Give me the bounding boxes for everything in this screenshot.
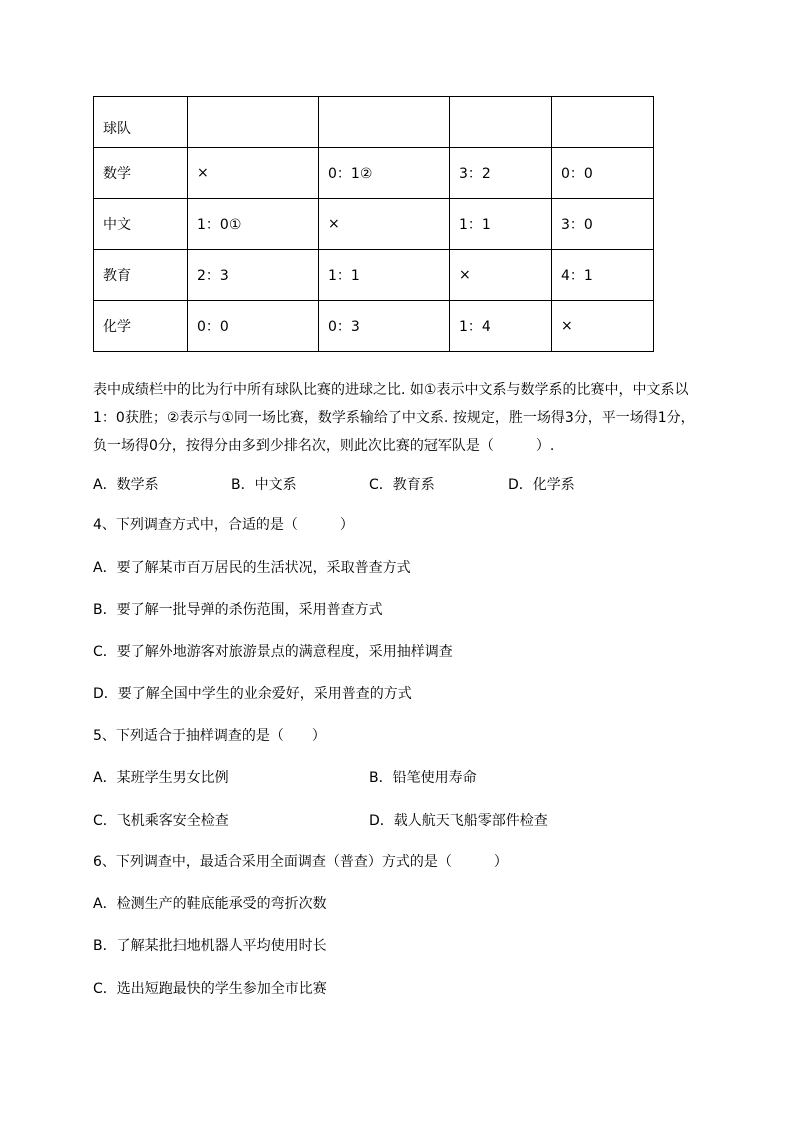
q6-stem: 6、下列调查中，最适合采用全面调查（普查）方式的是（ ）	[93, 854, 508, 870]
q3-text-line: 表中成绩栏中的比为行中所有球队比赛的进球之比. 如①表示中文系与数学系的比赛中，中文系以	[93, 382, 689, 398]
table-cell	[319, 97, 450, 148]
q5-stem: 5、下列适合于抽样调查的是（ ）	[93, 728, 326, 744]
table-cell: 0：0	[552, 148, 654, 199]
table-cell	[188, 97, 319, 148]
table-row	[94, 148, 654, 199]
q4-option-a[interactable]: A．要了解某市百万居民的生活状况，采取普查方式	[93, 560, 411, 576]
table-cell: 0：1②	[319, 148, 450, 199]
q3-option-d[interactable]: D．化学系	[508, 477, 575, 493]
table-cell	[450, 97, 552, 148]
table-cell: 0：0	[188, 301, 319, 352]
table-cell: 中文	[94, 199, 188, 250]
q5-option-c[interactable]: C．飞机乘客安全检查	[93, 813, 229, 829]
table-cell: 3：2	[450, 148, 552, 199]
q3-text-line: 1：0获胜；②表示与①同一场比赛，数学系输给了中文系. 按规定，胜一场得3分，平一场得1分，	[93, 410, 695, 426]
table-cell: 1：1	[319, 250, 450, 301]
q5-option-b[interactable]: B．铅笔使用寿命	[369, 770, 477, 786]
q5-option-a[interactable]: A．某班学生男女比例	[93, 770, 229, 786]
table-cell: 化学	[94, 301, 188, 352]
table-row	[94, 250, 654, 301]
table-row	[94, 301, 654, 352]
table-cell: 3：0	[552, 199, 654, 250]
score-table	[93, 96, 654, 352]
table-header-row	[94, 97, 654, 148]
table-cell: 0：3	[319, 301, 450, 352]
table-cell: 1：0①	[188, 199, 319, 250]
table-cell: ×	[552, 301, 654, 352]
q4-option-d[interactable]: D．要了解全国中学生的业余爱好，采用普查的方式	[93, 686, 412, 702]
q6-option-a[interactable]: A．检测生产的鞋底能承受的弯折次数	[93, 896, 327, 912]
table-cell: 球队	[94, 97, 188, 148]
q3-text-line: 负一场得0分，按得分由多到少排名次，则此次比赛的冠军队是（ ）.	[93, 438, 555, 454]
q3-option-c[interactable]: C．教育系	[369, 477, 435, 493]
table-cell: 1：1	[450, 199, 552, 250]
table-cell: ×	[319, 199, 450, 250]
table-cell: 教育	[94, 250, 188, 301]
q3-option-b[interactable]: B．中文系	[231, 477, 297, 493]
q3-option-a[interactable]: A．数学系	[93, 477, 159, 493]
table-cell: 2：3	[188, 250, 319, 301]
q5-option-d[interactable]: D．载人航天飞船零部件检查	[369, 813, 548, 829]
table-cell: 数学	[94, 148, 188, 199]
q4-option-c[interactable]: C．要了解外地游客对旅游景点的满意程度，采用抽样调查	[93, 644, 453, 660]
table-row	[94, 199, 654, 250]
table-cell: ×	[188, 148, 319, 199]
q4-stem: 4、下列调查方式中，合适的是（ ）	[93, 517, 354, 533]
table-cell: ×	[450, 250, 552, 301]
table-cell	[552, 97, 654, 148]
q6-option-b[interactable]: B．了解某批扫地机器人平均使用时长	[93, 938, 327, 954]
q4-option-b[interactable]: B．要了解一批导弹的杀伤范围，采用普查方式	[93, 602, 383, 618]
table-cell: 4：1	[552, 250, 654, 301]
table-cell: 1：4	[450, 301, 552, 352]
q6-option-c[interactable]: C．选出短跑最快的学生参加全市比赛	[93, 981, 327, 997]
